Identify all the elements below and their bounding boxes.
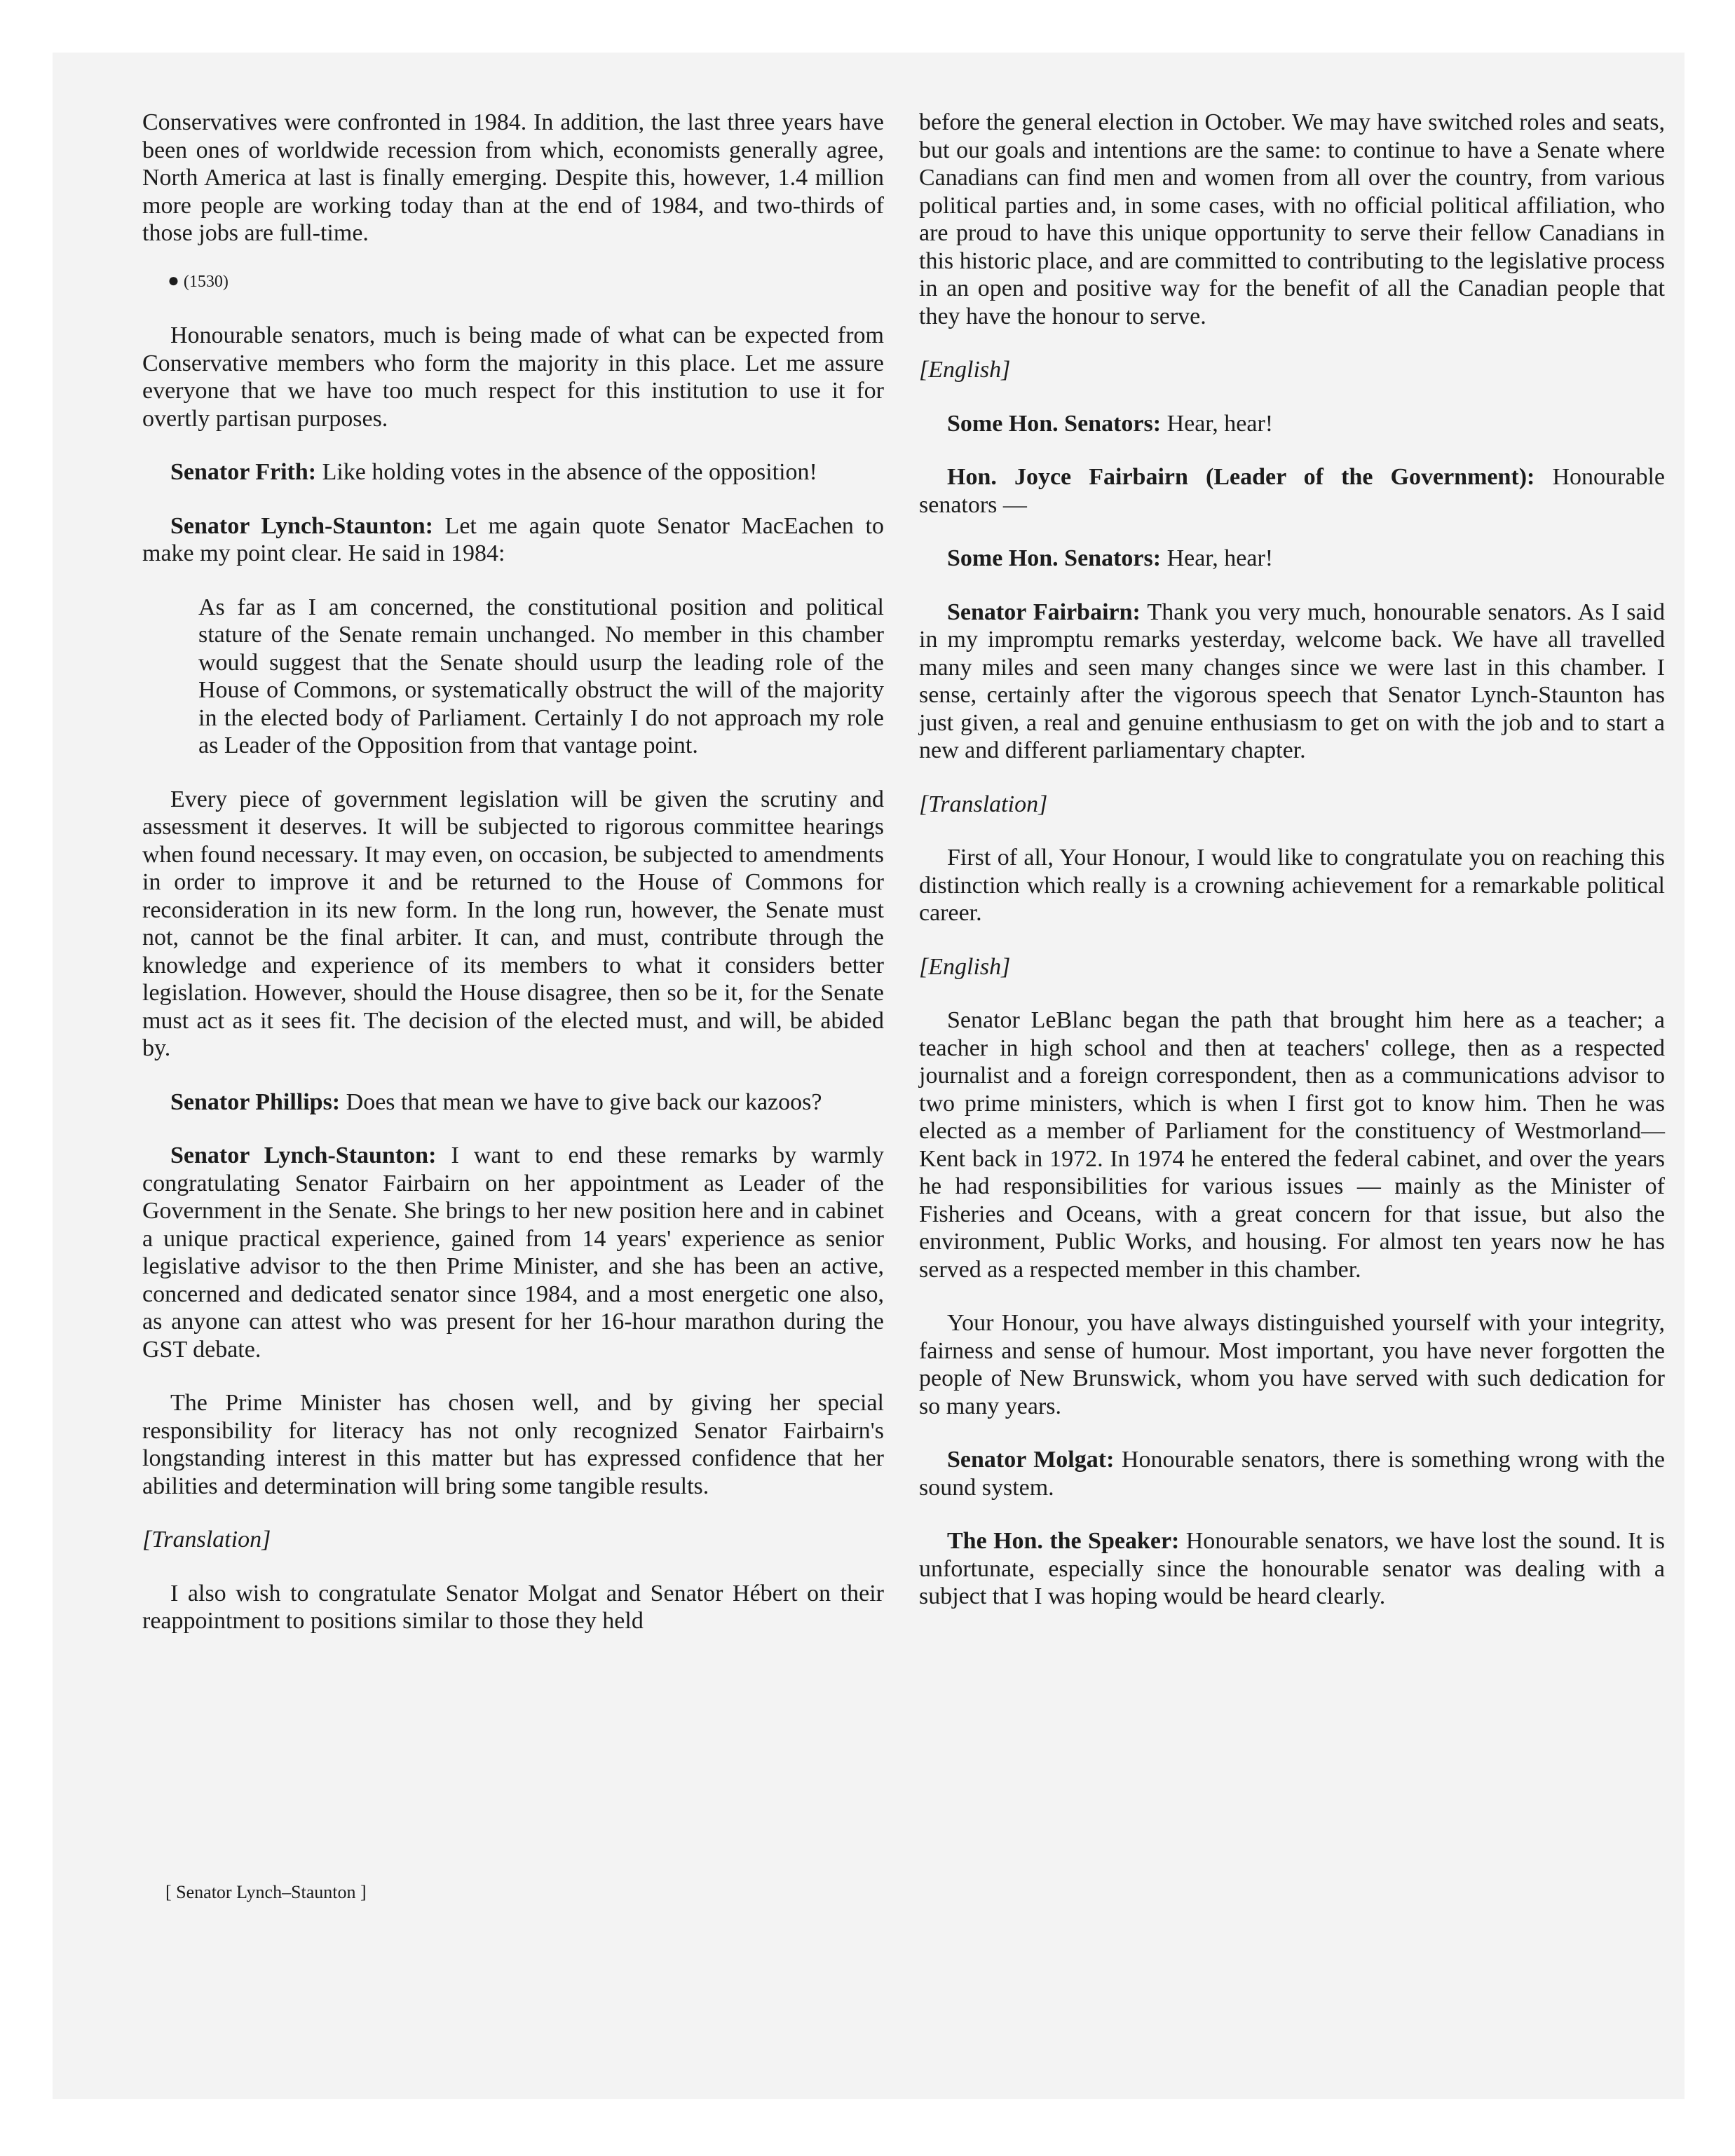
paragraph: Your Honour, you have always distinguished yourself with your integrity, fairness and sense of humour. Most important, you have never forgotten the people of New Brunswick, whom you have served with such dedication for so many years. [919,1310,1665,1419]
speech-text: Hear, hear! [1161,410,1274,437]
speech-paragraph [919,1446,1665,1501]
page-sheet [53,53,1685,2099]
speech-paragraph [919,1527,1665,1611]
paragraph: Honourable senators, much is being made of what can be expected from Conservative members who form the majority in this place. Let me assure everyone that we have too much respect for this institution to use it for overtly partisan purposes. [142,322,884,432]
left-column [142,109,884,1635]
speaker-name: Senator Molgat: [947,1447,1115,1473]
right-column [919,109,1665,1611]
paragraph: Senator LeBlanc began the path that brought him here as a teacher; a teacher in high school and then at teachers' college, then as a respected journalist and a foreign correspondent, then as a communications advisor to two prime ministers, which is when I first got to know him. Then he was elected as a member of Parliament for the constituency of Westmorland—Kent back in 1972. In 1974 he entered the federal cabinet, and over the years he had responsibilities for various issues — mainly as the Minister of Fisheries and Oceans, with a great concern for that issue, but also the environment, Public Works, and housing. For almost ten years now he has served as a respected member in this chamber. [919,1007,1665,1283]
speech-paragraph [142,458,884,486]
speech-text: Honourable senators — [919,464,1665,518]
paragraph: The Prime Minister has chosen well, and by giving her special responsibility for literacy has not only recognized Senator Fairbairn's longstanding interest in this matter but has expressed confidence that her abilities and determination will bring some tangible results. [142,1390,884,1499]
section-label: [English] [919,357,1011,383]
paragraph: I also wish to congratulate Senator Molgat and Senator Hébert on their reappointment to positions similar to those they held [142,1580,884,1634]
section-label: [Translation] [919,791,1048,817]
speaker-name: The Hon. the Speaker: [947,1528,1180,1554]
paragraph: Every piece of government legislation will be given the scrutiny and assessment it deserves. It will be subjected to rigorous committee hearings when found necessary. It may even, on occasion, be subjected to amendments in order to improve it and be returned to the House of Commons for reconsideration in its new form. In the long run, however, the Senate must not, cannot be the final arbiter. It can, and must, contribute through the knowledge and experience of its members to what it considers better legislation. However, should the House disagree, then so be it, for the Senate must act as it sees fit. The decision of the elected must, and will, be abided by. [142,786,884,1061]
speech-paragraph [142,1142,884,1363]
speech-paragraph [919,545,1665,573]
speech-text: Like holding votes in the absence of the opposition! [316,459,817,485]
speaker-name: Senator Lynch-Staunton: [170,512,433,539]
speech-paragraph [919,599,1665,765]
block-quote: As far as I am concerned, the constitutional position and political stature of the Senate remain unchanged. No member in this chamber would suggest that the Senate should usurp the leading role of the House of Commons, or systematically obstruct the will of the majority in the elected body of Parliament. Certainly I do not approach my role as Leader of the Opposition from that vantage point. [198,594,884,758]
bullet-icon: ● [168,269,179,292]
time-marker-label: (1530) [183,272,229,291]
speech-text: Honourable senators, we have lost the sound. It is unfortunate, especially since the honourable senator was dealing with a subject that I was hoping would be heard clearly. [919,1528,1665,1609]
speaker-name: Senator Phillips: [170,1089,341,1115]
speech-text: Thank you very much, honourable senators. As I said in my impromptu remarks yesterday, welcome back. We have all travelled many miles and seen many changes since we were last in this chamber. I sense, certainly after the vigorous speech that Senator Lynch-Staunton has just given, a real and genuine enthusiasm to get on with the job and to start a new and different parliamentary chapter. [919,599,1665,763]
speaker-name: Some Hon. Senators: [947,410,1162,437]
speech-paragraph [142,1089,884,1117]
speech-paragraph [919,410,1665,438]
speech-paragraph [142,512,884,568]
speaker-name: Some Hon. Senators: [947,545,1162,571]
speech-paragraph [919,463,1665,519]
speech-text: Honourable senators, there is something wrong with the sound system. [919,1447,1665,1501]
section-label: [Translation] [142,1527,271,1553]
speech-text: I want to end these remarks by warmly congratulating Senator Fairbairn on her appointment as Leader of the Government in the Senate. She brings to her new position here and in cabinet a unique practical experience, gained from 14 years' experience as senior legislative advisor to the then Prime Minister, and she has been an active, concerned and dedicated senator since 1984, and a most energetic one also, as anyone can attest who was present for her 16-hour marathon during the GST debate. [142,1142,884,1363]
paragraph: First of all, Your Honour, I would like to congratulate you on reaching this distinction which really is a crowning achievement for a remarkable political career. [919,845,1665,926]
speaker-name: Senator Frith: [170,459,317,485]
speech-text: Let me again quote Senator MacEachen to make my point clear. He said in 1984: [142,512,884,566]
page-footer: [ Senator Lynch–Staunton ] [165,1882,367,1902]
speech-text: Hear, hear! [1161,545,1274,571]
time-marker [168,267,884,296]
speaker-name: Senator Lynch-Staunton: [170,1142,437,1168]
section-label: [English] [919,953,1011,980]
paragraph: Conservatives were confronted in 1984. In addition, the last three years have been ones of worldwide recession from which, economists generally agree, North America at last is finally emerging. Despite this, however, 1.4 million more people are working today than at the end of 1984, and two-thirds of those jobs are full-time. [142,109,884,246]
speech-text: Does that mean we have to give back our kazoos? [340,1089,822,1115]
speaker-name: Senator Fairbairn: [947,599,1141,625]
speaker-name: Hon. Joyce Fairbairn (Leader of the Government): [947,464,1535,490]
paragraph: before the general election in October. We may have switched roles and seats, but our goals and intentions are the same: to continue to have a Senate where Canadians can find men and women from all over the country, from various political parties and, in some cases, with no official political affiliation, who are proud to have this unique opportunity to serve their fellow Canadians in this historic place, and are committed to contributing to the legislative process in an open and positive way for the benefit of all the Canadian people that they have the honour to serve. [919,109,1665,329]
